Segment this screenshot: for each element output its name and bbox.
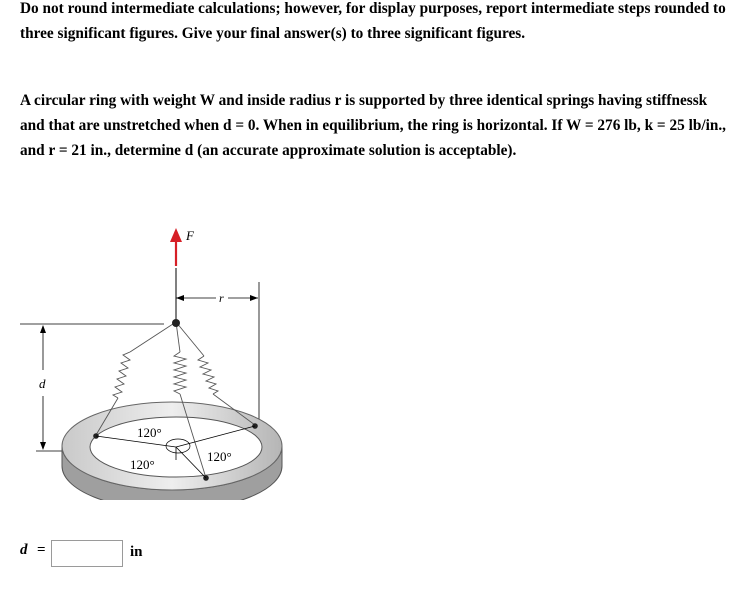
depth-label: d (39, 376, 46, 391)
force-label: F (186, 228, 194, 243)
angle-label-2: 120° (130, 457, 155, 472)
ring-spring-figure (0, 210, 320, 500)
ring (62, 402, 282, 500)
instructions-text: Do not round intermediate calculations; however, for display purposes, report intermediate steps rounded to three significant figures. Give your final answer(s) to three significant figures. (20, 0, 726, 42)
radius-label: r (219, 291, 224, 305)
angle-label-3: 120° (207, 449, 232, 464)
problem-statement: A circular ring with weight W and inside radius r is supported by three identical springs having stiffnessk and that are unstretched when d = 0. When in equilibrium, the ring is horizontal. If W = 276 lb, k = 25 lb/in., and r = 21 in., determine d (an accurate approximate solution is acceptable). (20, 92, 726, 159)
angle-label-1: 120° (137, 425, 162, 440)
answer-variable-label: d (20, 542, 28, 558)
answer-equals-sign: = (37, 542, 46, 558)
answer-unit-label: in (130, 544, 143, 560)
answer-input[interactable] (51, 540, 123, 567)
force-arrow (170, 228, 182, 266)
